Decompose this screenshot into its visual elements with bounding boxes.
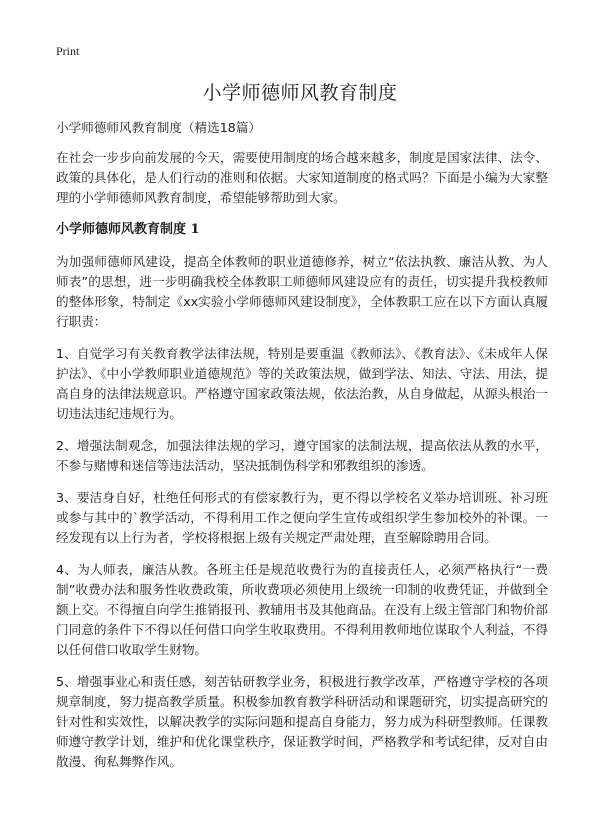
paragraph-item-2: 2、增强法制观念，加强法律法规的学习，遵守国家的法制法规，提高依法从教的水平，不参与赌博和迷信等违法活动，坚决抵制伪科学和邪教组织的渗透。 xyxy=(56,438,548,473)
page-title: 小学师德师风教育制度 xyxy=(202,82,398,104)
paragraph-item-1: 1、自觉学习有关教育教学法律法规，特别是要重温《教师法》、《教育法》、《未成年人保护法》、《中小学教师职业道德规范》等的关政策法规，做到学法、知法、守法、用法，提高自身的法律法规意识。严格遵守国家政策法规，依法治教，从自身做起，从源头根治一切违法违纪违规行为。 xyxy=(56,346,548,421)
intro-paragraph: 在社会一步步向前发展的今天，需要使用制度的场合越来越多，制度是国家法律、法令、政策的具体化，是人们行动的准则和依据。大家知道制度的格式吗？下面是小编为大家整理的小学师德师风教育制度，希望能够帮助到大家。 xyxy=(56,150,548,205)
paragraph-item-3: 3、要洁身自好，杜绝任何形式的有偿家教行为，更不得以学校名义举办培训班、补习班或参与其中的`教学活动，不得利用工作之便向学生宣传或组织学生参加校外的补课。一经发现有以上行为者，学校将根据上级有关规定严肃处理，直至解除聘用合同。 xyxy=(56,490,548,545)
article-subtitle: 小学师德师风教育制度（精选18篇） xyxy=(56,120,261,135)
paragraph-item-5: 5、增强事业心和责任感，刻苦钻研教学业务，积极进行教学改革，严格遵守学校的各项规章制度，努力提高教学质量。积极参加教育教学科研活动和课题研究，切实提高研究的针对性和实效性，以解决教学的实际问题和提高自身能力，努力成为科研型教师。任课教师遵守教学计划，维护和优化课堂秩序，保证教学时间，严格教学和考试纪律，反对自由散漫、徇私舞弊作风。 xyxy=(56,674,548,769)
print-link[interactable]: Print xyxy=(56,44,80,58)
paragraph-preamble: 为加强师德师风建设，提高全体教师的职业道德修养，树立“依法执教、廉洁从教、为人师表”的思想，进一步明确我校全体教职工师德师风建设应有的责任，切实提升我校教师的整体形象，特制定《xx实验小学师德师风建设制度》，全体教职工应在以下方面认真履行职责： xyxy=(56,254,548,329)
section-heading: 小学师德师风教育制度 1 xyxy=(56,222,200,237)
paragraph-item-4: 4、为人师表，廉洁从教。各班主任是规范收费行为的直接责任人，必须严格执行“一费制”收费办法和服务性收费政策，所收费项必须使用上级统一印制的收费凭证，并做到全额上交。不得擅自向学生推销报刊、教辅用书及其他商品。在没有上级主管部门和物价部门同意的条件下不得以任何借口向学生收取费用。不得利用教师地位谋取个人利益，不得以任何借口收取学生财物。 xyxy=(56,562,548,657)
article-body xyxy=(56,118,548,784)
